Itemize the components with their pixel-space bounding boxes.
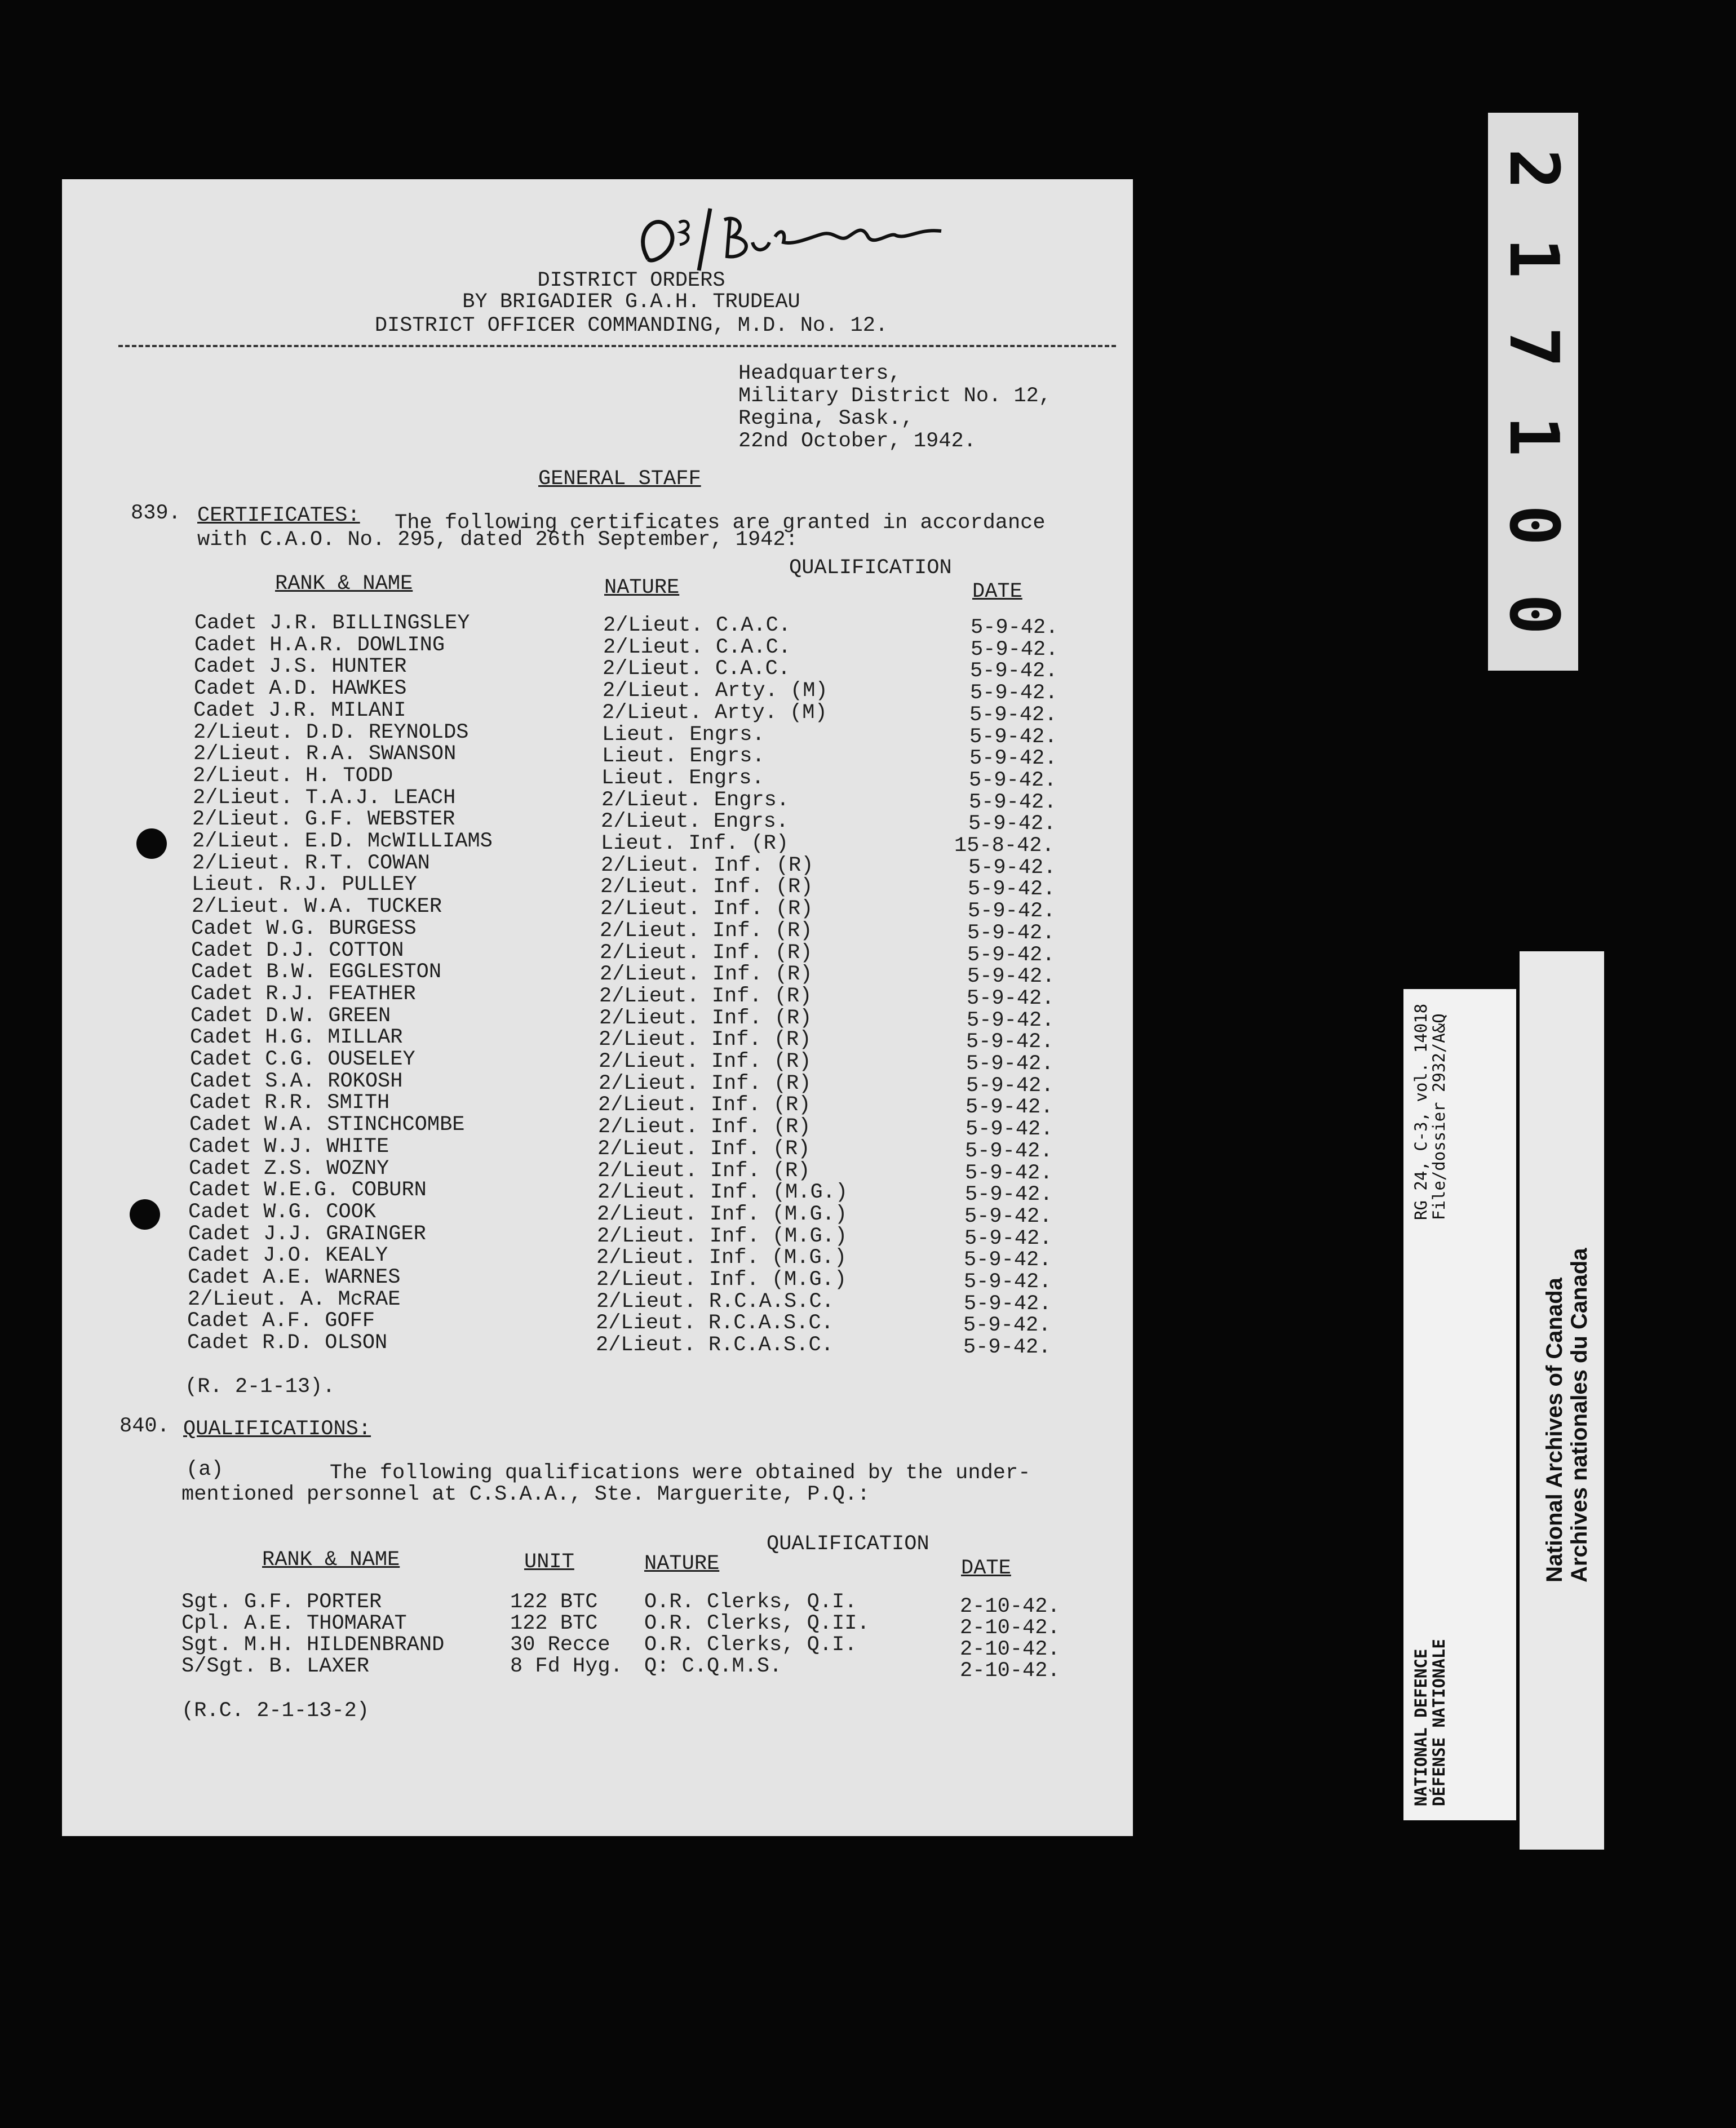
cell-name: Cadet J.O. KEALY (188, 1244, 388, 1268)
cell-nature: O.R. Clerks, Q.I. (644, 1633, 857, 1657)
punch-hole (136, 828, 167, 859)
cell-name: Cadet B.W. EGGLESTON (191, 960, 442, 985)
cell-nature: 2/Lieut. C.A.C. (603, 657, 791, 681)
cell-nature: 2/Lieut. Inf. (R) (600, 875, 813, 899)
cell-name: Cadet W.G. BURGESS (191, 916, 417, 941)
cell-name: Cadet R.D. OLSON (187, 1331, 388, 1355)
cell-date: 5-9-42. (969, 725, 1057, 749)
cell-name: Cpl. A.E. THOMARAT (181, 1612, 407, 1635)
cell-name: Lieut. R.J. PULLEY (192, 873, 417, 897)
cell-unit: 8 Fd Hyg. (510, 1655, 623, 1678)
reel-frame-digit: 0 (1494, 593, 1573, 635)
order-839-text-1: The following certificates are granted in accordance (395, 511, 1046, 535)
cell-nature: 2/Lieut. Inf. (R) (599, 1050, 812, 1074)
order-840-number: 840. (119, 1415, 170, 1438)
cell-date: 2-10-42. (960, 1616, 1060, 1640)
cell-nature: 2/Lieut. Inf. (R) (600, 963, 813, 987)
cell-name: 2/Lieut. R.A. SWANSON (193, 742, 457, 766)
cell-unit: 122 BTC (510, 1590, 598, 1614)
cell-unit: 30 Recce (510, 1633, 610, 1657)
cell-date: 5-9-42. (966, 1052, 1054, 1076)
cell-name: Cadet C.G. OUSELEY (190, 1048, 415, 1071)
cell-name: Cadet J.R. BILLINGSLEY (194, 611, 470, 635)
cell-nature: Lieut. Engrs. (601, 766, 764, 790)
cell-nature: Lieut. Inf. (R) (601, 832, 789, 855)
cell-nature: 2/Lieut. Inf. (M.G.) (597, 1202, 848, 1226)
cell-nature: 2/Lieut. Inf. (M.G.) (596, 1268, 847, 1292)
cell-date: 15-8-42. (954, 834, 1055, 858)
order-839-col-rank-name: RANK & NAME (275, 572, 413, 596)
cell-date: 5-9-42. (967, 943, 1055, 967)
cell-name: Cadet R.R. SMITH (189, 1091, 390, 1115)
cell-nature: 2/Lieut. Inf. (R) (598, 1115, 811, 1140)
cell-date: 5-9-42. (969, 703, 1057, 727)
order-840-text-1: The following qualifications were obtained by the under- (330, 1461, 1031, 1485)
cell-nature: O.R. Clerks, Q.II. (644, 1612, 870, 1635)
cell-date: 5-9-42. (968, 899, 1056, 924)
cell-nature: Q: C.Q.M.S. (644, 1655, 782, 1678)
address-line-2: Military District No. 12, (738, 384, 1052, 408)
cell-name: 2/Lieut. T.A.J. LEACH (193, 786, 456, 810)
cell-nature: O.R. Clerks, Q.I. (644, 1590, 857, 1614)
cell-name: Cadet S.A. ROKOSH (190, 1069, 403, 1093)
cell-name: Cadet H.G. MILLAR (190, 1026, 403, 1050)
cell-nature: 2/Lieut. C.A.C. (603, 614, 791, 637)
archive-reference-label (1403, 989, 1516, 1820)
archive-reference-line-1: RG 24, C-3, vol. 14018 (1411, 1003, 1431, 1220)
cell-name: S/Sgt. B. LAXER (181, 1655, 370, 1678)
cell-name: Cadet W.J. WHITE (189, 1134, 389, 1159)
cell-name: 2/Lieut. E.D. McWILLIAMS (192, 830, 493, 853)
cell-nature: 2/Lieut. Inf. (M.G.) (597, 1224, 848, 1248)
cell-name: 2/Lieut. A. McRAE (188, 1287, 401, 1311)
cell-name: Cadet W.G. COOK (188, 1200, 377, 1224)
punch-hole (130, 1199, 160, 1230)
cell-name: Cadet J.S. HUNTER (194, 655, 407, 679)
cell-date: 5-9-42. (970, 681, 1058, 706)
cell-nature: Lieut. Engrs. (602, 744, 765, 769)
order-840-col-rank-name: RANK & NAME (262, 1548, 400, 1572)
cell-name: Sgt. M.H. HILDENBRAND (181, 1633, 445, 1657)
cell-nature: 2/Lieut. Engrs. (601, 810, 789, 834)
cell-nature: 2/Lieut. Engrs. (601, 788, 790, 812)
reel-frame-number (1488, 113, 1578, 671)
cell-nature: 2/Lieut. Inf. (R) (599, 984, 812, 1008)
cell-date: 5-9-42. (965, 1183, 1053, 1207)
cell-date: 5-9-42. (967, 965, 1055, 989)
order-840-col-unit: UNIT (524, 1550, 574, 1574)
cell-nature: 2/Lieut. Inf. (R) (599, 1006, 812, 1030)
cell-name: 2/Lieut. D.D. REYNOLDS (193, 720, 469, 744)
cell-date: 5-9-42. (964, 1292, 1052, 1316)
reel-frame-digit: 1 (1494, 237, 1573, 279)
cell-nature: 2/Lieut. Inf. (R) (600, 897, 813, 921)
archives-name-english: National Archives of Canada (1542, 1278, 1567, 1582)
cell-name: Cadet A.F. GOFF (187, 1309, 375, 1333)
cell-nature: 2/Lieut. Inf. (R) (600, 919, 813, 943)
cell-nature: 2/Lieut. R.C.A.S.C. (596, 1311, 834, 1336)
cell-name: 2/Lieut. W.A. TUCKER (192, 895, 442, 919)
cell-date: 2-10-42. (960, 1595, 1060, 1619)
order-840-title: QUALIFICATIONS: (183, 1417, 371, 1441)
cell-unit: 122 BTC (510, 1612, 598, 1635)
cell-date: 5-9-42. (966, 1074, 1054, 1098)
cell-nature: 2/Lieut. Inf. (M.G.) (597, 1181, 848, 1205)
cell-name: Cadet J.J. GRAINGER (188, 1222, 426, 1246)
cell-name: Cadet W.A. STINCHCOMBE (189, 1113, 465, 1137)
archives-name-french: Archives nationales du Canada (1567, 1248, 1592, 1582)
order-839-title: CERTIFICATES: (197, 504, 360, 527)
order-839-qualification-header: QUALIFICATION (789, 556, 952, 580)
order-839-col-nature: NATURE (604, 576, 680, 600)
order-839-col-date: DATE (972, 580, 1022, 604)
cell-nature: 2/Lieut. R.C.A.S.C. (596, 1333, 834, 1358)
cell-nature: 2/Lieut. Arty. (M) (602, 701, 827, 725)
header-divider (118, 345, 1116, 347)
national-archives-label (1520, 951, 1604, 1850)
cell-nature: 2/Lieut. R.C.A.S.C. (596, 1289, 834, 1314)
cell-date: 5-9-42. (964, 1248, 1052, 1273)
cell-date: 5-9-42. (965, 1139, 1053, 1163)
cell-nature: 2/Lieut. Inf. (R) (598, 1093, 811, 1118)
cell-date: 5-9-42. (968, 877, 1056, 902)
cell-date: 5-9-42. (970, 659, 1058, 684)
cell-date: 5-9-42. (965, 1161, 1053, 1185)
cell-date: 2-10-42. (960, 1659, 1060, 1683)
cell-date: 5-9-42. (968, 855, 1056, 880)
cell-date: 5-9-42. (967, 986, 1055, 1010)
order-839-number: 839. (131, 502, 181, 525)
reel-frame-digit: 2 (1494, 148, 1573, 190)
cell-date: 5-9-42. (967, 1008, 1055, 1032)
address-line-3: Regina, Sask., (738, 407, 914, 431)
cell-date: 5-9-42. (963, 1336, 1051, 1360)
cell-name: Cadet R.J. FEATHER (191, 982, 416, 1006)
section-title: GENERAL STAFF (538, 467, 701, 491)
cell-nature: Lieut. Engrs. (602, 722, 765, 747)
cell-date: 5-9-42. (969, 747, 1057, 771)
cell-name: Cadet D.W. GREEN (191, 1004, 391, 1028)
cell-nature: 2/Lieut. Inf. (M.G.) (596, 1246, 847, 1270)
order-840-col-date: DATE (961, 1557, 1011, 1580)
cell-name: Sgt. G.F. PORTER (181, 1590, 382, 1614)
cell-date: 5-9-42. (969, 768, 1057, 792)
cell-nature: 2/Lieut. Inf. (R) (600, 941, 813, 965)
department-english: NATIONAL DEFENCE (1411, 1648, 1431, 1806)
cell-date: 5-9-42. (967, 921, 1055, 945)
cell-name: 2/Lieut. R.T. COWAN (192, 851, 430, 875)
cell-name: 2/Lieut. H. TODD (193, 764, 393, 788)
cell-date: 5-9-42. (964, 1204, 1052, 1229)
cell-date: 5-9-42. (963, 1314, 1051, 1338)
order-840-sub: (a) (186, 1458, 224, 1482)
order-839-reference: (R. 2-1-13). (185, 1375, 335, 1399)
cell-date: 5-9-42. (971, 637, 1059, 662)
reel-frame-digit: 1 (1494, 415, 1573, 457)
cell-nature: 2/Lieut. Arty. (M) (603, 679, 828, 703)
archive-reference-line-2: File/dossier 2932/A&Q (1429, 1013, 1449, 1220)
cell-date: 5-9-42. (969, 790, 1057, 814)
cell-nature: 2/Lieut. C.A.C. (603, 635, 791, 659)
address-line-4: 22nd October, 1942. (738, 429, 976, 453)
cell-nature: 2/Lieut. Inf. (R) (597, 1159, 811, 1183)
order-840-qualification-header: QUALIFICATION (767, 1532, 929, 1556)
cell-name: 2/Lieut. G.F. WEBSTER (192, 808, 455, 832)
cell-name: Cadet D.J. COTTON (191, 938, 404, 963)
cell-name: Cadet Z.S. WOZNY (189, 1156, 389, 1181)
cell-name: Cadet H.A.R. DOWLING (194, 633, 445, 657)
department-french: DÉFENSE NATIONALE (1429, 1639, 1449, 1806)
address-line-1: Headquarters, (738, 362, 901, 385)
cell-nature: 2/Lieut. Inf. (R) (599, 1028, 812, 1052)
cell-date: 5-9-42. (966, 1096, 1053, 1120)
cell-date: 5-9-42. (964, 1270, 1052, 1294)
cell-date: 2-10-42. (960, 1638, 1060, 1661)
reel-frame-digit: 0 (1494, 504, 1573, 546)
order-839-text-2: with C.A.O. No. 295, dated 26th September, 1942: (197, 528, 798, 552)
cell-nature: 2/Lieut. Inf. (R) (599, 1071, 812, 1096)
cell-name: Cadet W.E.G. COBURN (189, 1178, 427, 1203)
cell-name: Cadet A.D. HAWKES (194, 677, 407, 701)
order-840-col-nature: NATURE (644, 1552, 720, 1576)
header-line-2: BY BRIGADIER G.A.H. TRUDEAU (462, 290, 800, 314)
header-line-3: DISTRICT OFFICER COMMANDING, M.D. No. 12. (374, 314, 888, 338)
cell-date: 5-9-42. (966, 1030, 1054, 1054)
cell-date: 5-9-42. (964, 1226, 1052, 1251)
order-840-reference: (R.C. 2-1-13-2) (181, 1699, 370, 1723)
cell-date: 5-9-42. (968, 812, 1056, 836)
cell-date: 5-9-42. (971, 616, 1059, 640)
cell-name: Cadet A.E. WARNES (188, 1266, 401, 1289)
order-840-text-2: mentioned personnel at C.S.A.A., Ste. Marguerite, P.Q.: (181, 1483, 870, 1506)
header-line-1: DISTRICT ORDERS (537, 269, 725, 292)
cell-nature: 2/Lieut. Inf. (R) (597, 1137, 811, 1161)
cell-name: Cadet J.R. MILANI (193, 698, 406, 722)
reel-frame-digit: 7 (1494, 326, 1573, 368)
cell-nature: 2/Lieut. Inf. (R) (601, 853, 814, 877)
cell-date: 5-9-42. (966, 1118, 1053, 1142)
